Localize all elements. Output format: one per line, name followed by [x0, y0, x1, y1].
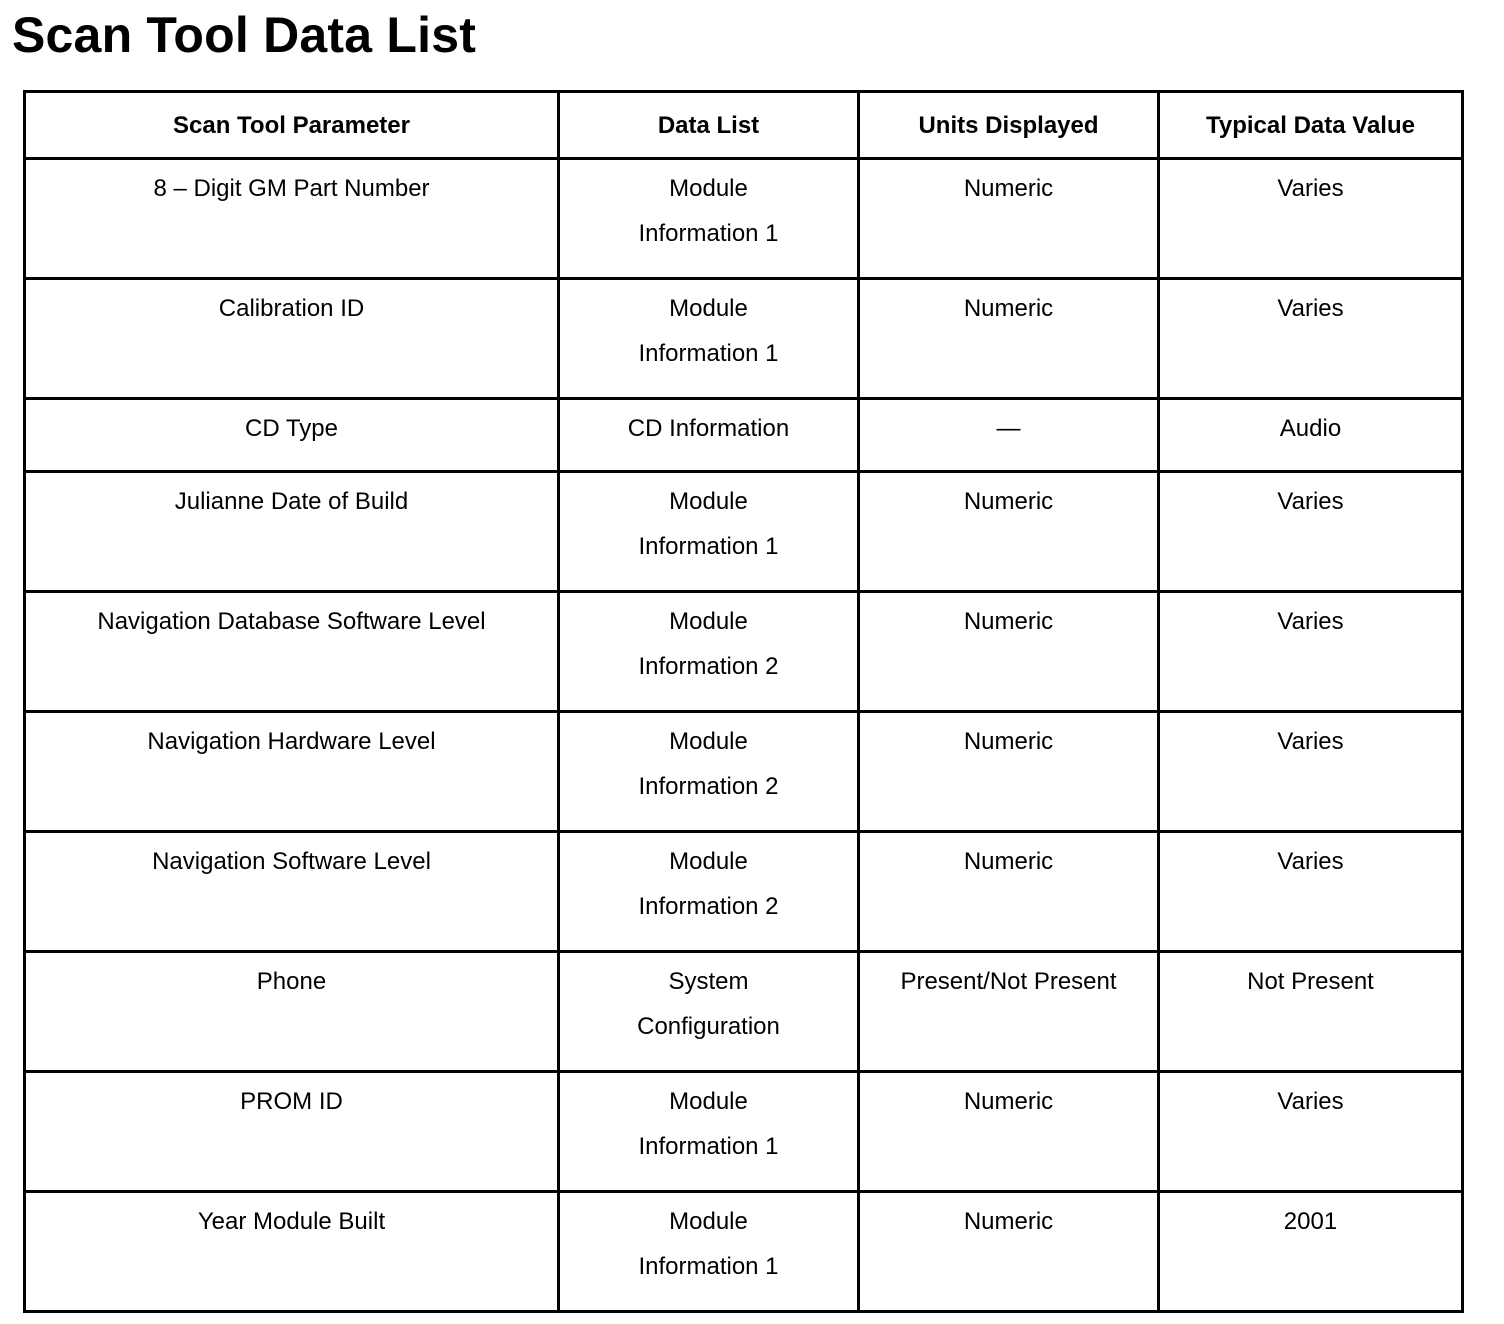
parameter-cell: Phone: [25, 952, 559, 1072]
value-cell: Audio: [1159, 399, 1463, 472]
data-list-cell: [559, 159, 859, 279]
data-list-cell: [559, 472, 859, 592]
data-list-cell: [559, 1192, 859, 1312]
scan-tool-data-table: [23, 90, 1464, 1313]
header-units-displayed: Units Displayed: [859, 92, 1159, 159]
header-row: [25, 92, 1463, 159]
table-row: [25, 1192, 1463, 1312]
data-list-line: Module: [669, 1208, 748, 1235]
data-list-line: System: [668, 968, 749, 995]
units-cell: Numeric: [859, 279, 1159, 399]
parameter-cell: Calibration ID: [25, 279, 559, 399]
data-list-cell: [559, 952, 859, 1072]
data-list-line: Module: [669, 1088, 748, 1115]
data-list-line: Module: [669, 488, 748, 515]
header-data-list: Data List: [559, 92, 859, 159]
data-list-line: Module: [669, 848, 748, 875]
parameter-cell: PROM ID: [25, 1072, 559, 1192]
table-row: [25, 1072, 1463, 1192]
units-cell: Numeric: [859, 159, 1159, 279]
parameter-cell: Navigation Software Level: [25, 832, 559, 952]
data-list-line: Module: [669, 175, 748, 202]
table-row: [25, 952, 1463, 1072]
value-cell: Varies: [1159, 159, 1463, 279]
table-row: [25, 832, 1463, 952]
units-cell: Numeric: [859, 832, 1159, 952]
parameter-cell: CD Type: [25, 399, 559, 472]
table-row: [25, 159, 1463, 279]
data-list-line: Information 2: [638, 653, 779, 680]
data-list-cell: [559, 832, 859, 952]
units-cell: Numeric: [859, 1072, 1159, 1192]
page-title: Scan Tool Data List: [12, 7, 477, 63]
data-list-line: Module: [669, 608, 748, 635]
data-list-line: Information 1: [638, 1133, 779, 1160]
header-scan-tool-parameter: Scan Tool Parameter: [25, 92, 559, 159]
value-cell: Varies: [1159, 712, 1463, 832]
data-list-line: Module: [669, 295, 748, 322]
parameter-cell: 8 – Digit GM Part Number: [25, 159, 559, 279]
table-row: [25, 279, 1463, 399]
data-list-line: Information 2: [638, 893, 779, 920]
data-list-cell: [559, 399, 859, 472]
data-list-line: Module: [669, 728, 748, 755]
data-list-cell: [559, 1072, 859, 1192]
value-cell: 2001: [1159, 1192, 1463, 1312]
data-list-cell: [559, 592, 859, 712]
value-cell: Not Present: [1159, 952, 1463, 1072]
data-list-line: Information 1: [638, 340, 779, 367]
data-list-line: Configuration: [637, 1013, 780, 1040]
table-row: [25, 712, 1463, 832]
data-list-line: CD Information: [627, 415, 790, 442]
value-cell: Varies: [1159, 832, 1463, 952]
parameter-cell: Navigation Database Software Level: [25, 592, 559, 712]
data-list-cell: [559, 712, 859, 832]
units-cell: Numeric: [859, 472, 1159, 592]
data-list-line: Information 1: [638, 1253, 779, 1280]
units-cell: Present/Not Present: [859, 952, 1159, 1072]
table-row: [25, 399, 1463, 472]
units-cell: Numeric: [859, 1192, 1159, 1312]
parameter-cell: Year Module Built: [25, 1192, 559, 1312]
units-cell: Numeric: [859, 712, 1159, 832]
data-list-line: Information 2: [638, 773, 779, 800]
header-typical-data-value: Typical Data Value: [1159, 92, 1463, 159]
table-row: [25, 592, 1463, 712]
value-cell: Varies: [1159, 592, 1463, 712]
parameter-cell: Navigation Hardware Level: [25, 712, 559, 832]
units-cell: —: [859, 399, 1159, 472]
data-list-line: Information 1: [638, 533, 779, 560]
value-cell: Varies: [1159, 1072, 1463, 1192]
data-list-cell: [559, 279, 859, 399]
table-row: [25, 472, 1463, 592]
data-list-line: Information 1: [638, 220, 779, 247]
value-cell: Varies: [1159, 472, 1463, 592]
value-cell: Varies: [1159, 279, 1463, 399]
units-cell: Numeric: [859, 592, 1159, 712]
parameter-cell: Julianne Date of Build: [25, 472, 559, 592]
